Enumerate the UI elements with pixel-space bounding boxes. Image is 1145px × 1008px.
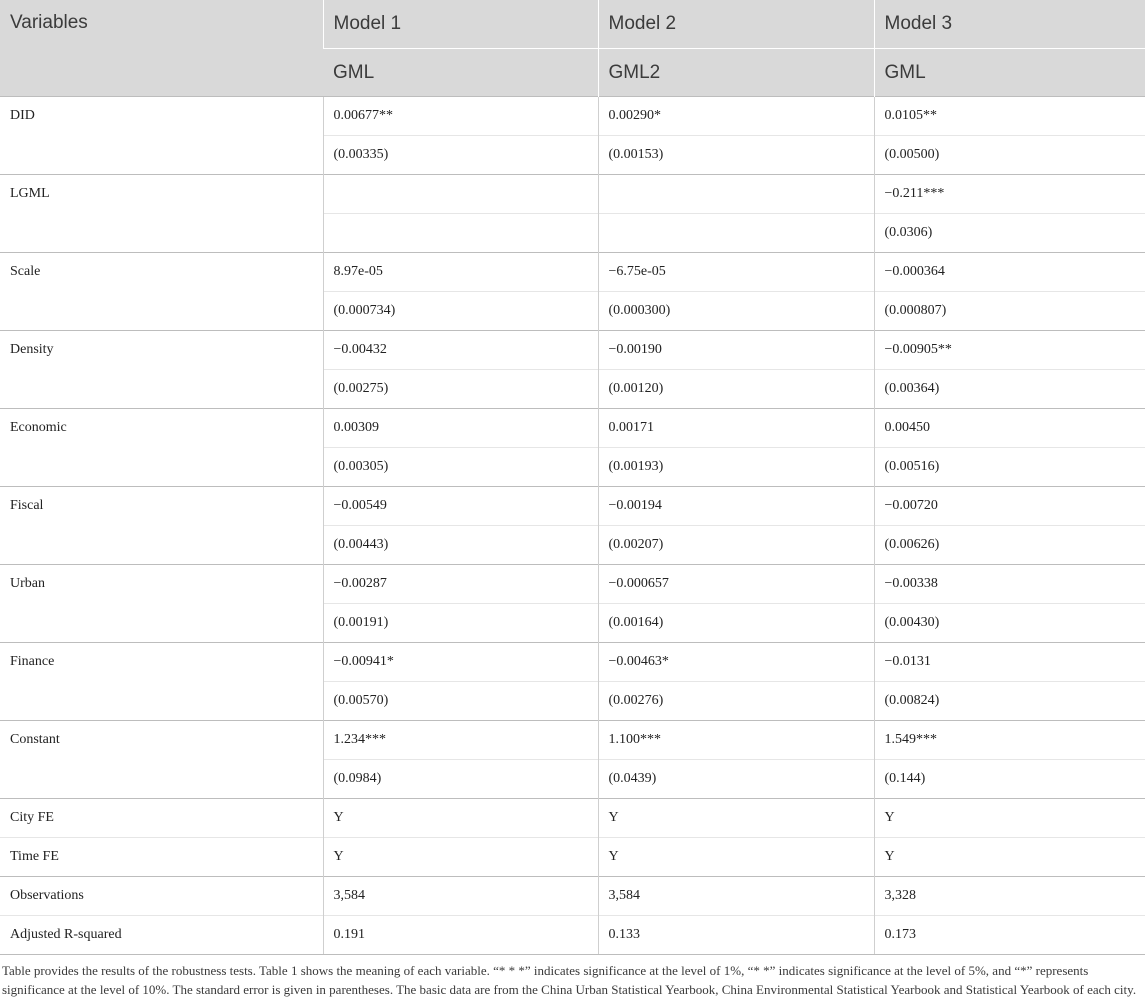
coef-cell: −0.00905** <box>874 331 1145 370</box>
row-label: Density <box>0 331 323 409</box>
table-row <box>0 97 1145 136</box>
coef-cell: −0.00941* <box>323 643 598 682</box>
table-row <box>0 253 1145 292</box>
coef-cell: 0.00677** <box>323 97 598 136</box>
se-cell: (0.00626) <box>874 526 1145 565</box>
row-label: Finance <box>0 643 323 721</box>
coef-cell: 8.97e-05 <box>323 253 598 292</box>
header-dependent-2: GML2 <box>598 49 874 97</box>
coef-cell: −0.00432 <box>323 331 598 370</box>
row-label: LGML <box>0 175 323 253</box>
row-label: Fiscal <box>0 487 323 565</box>
se-cell: (0.00164) <box>598 604 874 643</box>
table-row <box>0 409 1145 448</box>
table-row <box>0 721 1145 760</box>
table-row <box>0 565 1145 604</box>
coef-cell: 0.0105** <box>874 97 1145 136</box>
table-header <box>0 0 1145 97</box>
value-cell: 0.133 <box>598 916 874 955</box>
se-cell: (0.00364) <box>874 370 1145 409</box>
value-cell: 0.191 <box>323 916 598 955</box>
row-label: Economic <box>0 409 323 487</box>
coef-cell: −6.75e-05 <box>598 253 874 292</box>
se-cell <box>598 214 874 253</box>
coef-cell: −0.00463* <box>598 643 874 682</box>
table-footnote: Table provides the results of the robustness tests. Table 1 shows the meaning of each variable. “* * *” indicates significance at the level of 1%, “* *” indicates significance at the level of 5%, and “*” represents significance at the level of 10%. The standard error is given in parentheses. The basic data are from the China Urban Statistical Yearbook, China Environmental Statistical Yearbook and Statistical Yearbook of each city. <box>2 963 1137 997</box>
se-cell: (0.00275) <box>323 370 598 409</box>
value-cell: Y <box>598 838 874 877</box>
table-row <box>0 877 1145 916</box>
header-model-1: Model 1 <box>323 0 598 49</box>
table-row <box>0 838 1145 877</box>
se-cell: (0.0984) <box>323 760 598 799</box>
coef-cell: 0.00309 <box>323 409 598 448</box>
se-cell: (0.00207) <box>598 526 874 565</box>
se-cell: (0.000807) <box>874 292 1145 331</box>
se-cell: (0.00153) <box>598 136 874 175</box>
se-cell: (0.00516) <box>874 448 1145 487</box>
header-model-2: Model 2 <box>598 0 874 49</box>
coef-cell: −0.211*** <box>874 175 1145 214</box>
coef-cell: −0.00549 <box>323 487 598 526</box>
value-cell: Y <box>874 838 1145 877</box>
se-cell: (0.0439) <box>598 760 874 799</box>
se-cell: (0.00276) <box>598 682 874 721</box>
se-cell: (0.00500) <box>874 136 1145 175</box>
header-model-3: Model 3 <box>874 0 1145 49</box>
coef-cell: 0.00450 <box>874 409 1145 448</box>
table-row <box>0 799 1145 838</box>
value-cell: 0.173 <box>874 916 1145 955</box>
coef-cell <box>323 175 598 214</box>
coef-cell: −0.000364 <box>874 253 1145 292</box>
coef-cell: −0.00287 <box>323 565 598 604</box>
header-dependent-1: GML <box>323 49 598 97</box>
table-row <box>0 643 1145 682</box>
coef-cell: −0.000657 <box>598 565 874 604</box>
value-cell: 3,584 <box>323 877 598 916</box>
coef-cell: −0.00720 <box>874 487 1145 526</box>
table-body <box>0 97 1145 955</box>
row-label: DID <box>0 97 323 175</box>
row-label: Adjusted R-squared <box>0 916 323 955</box>
se-cell: (0.000300) <box>598 292 874 331</box>
value-cell: Y <box>323 838 598 877</box>
se-cell: (0.0306) <box>874 214 1145 253</box>
header-dependent-3: GML <box>874 49 1145 97</box>
value-cell: 3,328 <box>874 877 1145 916</box>
table-row <box>0 916 1145 955</box>
se-cell: (0.00191) <box>323 604 598 643</box>
se-cell: (0.00570) <box>323 682 598 721</box>
se-cell: (0.00193) <box>598 448 874 487</box>
coef-cell <box>598 175 874 214</box>
value-cell: Y <box>874 799 1145 838</box>
row-label: City FE <box>0 799 323 838</box>
coef-cell: 1.100*** <box>598 721 874 760</box>
row-label: Constant <box>0 721 323 799</box>
coef-cell: −0.00338 <box>874 565 1145 604</box>
header-variables: Variables <box>0 0 323 97</box>
coef-cell: 1.234*** <box>323 721 598 760</box>
row-label: Scale <box>0 253 323 331</box>
value-cell: 3,584 <box>598 877 874 916</box>
value-cell: Y <box>323 799 598 838</box>
se-cell: (0.144) <box>874 760 1145 799</box>
coef-cell: 1.549*** <box>874 721 1145 760</box>
table-row <box>0 331 1145 370</box>
coef-cell: 0.00290* <box>598 97 874 136</box>
row-label: Observations <box>0 877 323 916</box>
coef-cell: −0.0131 <box>874 643 1145 682</box>
coef-cell: −0.00194 <box>598 487 874 526</box>
se-cell: (0.000734) <box>323 292 598 331</box>
se-cell: (0.00824) <box>874 682 1145 721</box>
value-cell: Y <box>598 799 874 838</box>
coef-cell: 0.00171 <box>598 409 874 448</box>
coef-cell: −0.00190 <box>598 331 874 370</box>
se-cell: (0.00120) <box>598 370 874 409</box>
se-cell: (0.00430) <box>874 604 1145 643</box>
se-cell <box>323 214 598 253</box>
se-cell: (0.00443) <box>323 526 598 565</box>
se-cell: (0.00305) <box>323 448 598 487</box>
table-row <box>0 487 1145 526</box>
row-label: Time FE <box>0 838 323 877</box>
se-cell: (0.00335) <box>323 136 598 175</box>
row-label: Urban <box>0 565 323 643</box>
table-row <box>0 175 1145 214</box>
